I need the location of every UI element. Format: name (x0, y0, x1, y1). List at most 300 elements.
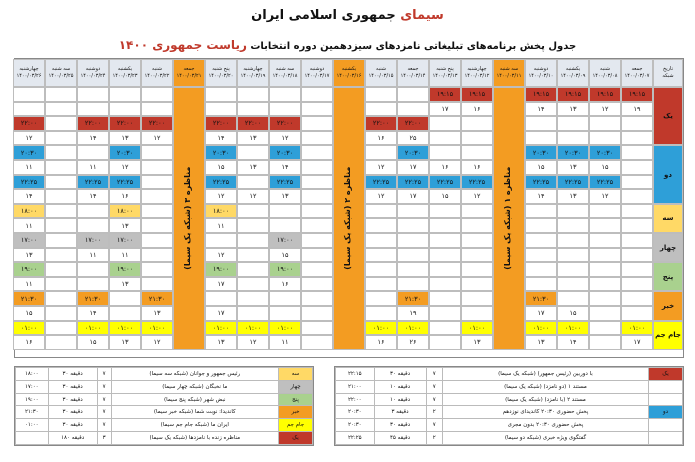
day-name: دوشنبه (533, 66, 549, 72)
episode-cell (45, 102, 77, 117)
time-cell (301, 145, 333, 160)
legend-row (16, 406, 313, 419)
time-cell: ۲۲:۲۵ (429, 175, 461, 190)
day-header (429, 59, 461, 87)
episode-cell: ۱۶ (269, 277, 301, 292)
episode-cell (589, 218, 621, 233)
legend-time: ۱۹:۰۰ (16, 393, 49, 406)
legend-count: ۲ (426, 432, 442, 445)
time-cell (237, 204, 269, 219)
episode-cell: ۱۲ (365, 160, 397, 175)
day-date: ۱۴۰۰/۰۳/۱۲ (464, 73, 490, 79)
episode-cell (45, 248, 77, 263)
day-name: چهارشنبه (243, 66, 263, 72)
time-cell (461, 145, 493, 160)
time-cell: ۱۸:۰۰ (109, 204, 141, 219)
legend-dur: ۱۰ دقیقه (374, 380, 426, 393)
episode-cell (461, 131, 493, 146)
episode-cell: ۱۳ (13, 248, 45, 263)
time-cell: ۱۷:۰۰ (109, 233, 141, 248)
episode-cell (397, 218, 429, 233)
time-cell (557, 233, 589, 248)
legend-time: ۲۰:۳۰ (336, 419, 375, 432)
time-cell: ۱۹:۱۵ (621, 87, 653, 102)
episode-cell (365, 218, 397, 233)
time-cell (269, 291, 301, 306)
legend-dur: ۱۰ دقیقه (374, 393, 426, 406)
episode-cell: ۱۷ (621, 335, 653, 350)
time-cell: ۲۱:۳۰ (525, 291, 557, 306)
episode-cell (589, 306, 621, 321)
day-date: ۱۴۰۰/۰۳/۱۹ (240, 73, 266, 79)
legend-time: ۱۸:۰۰ (16, 368, 49, 381)
episode-cell: ۱۴ (269, 160, 301, 175)
time-cell (589, 262, 621, 277)
episode-cell: ۱۱ (13, 218, 45, 233)
time-cell: ۰۱:۰۰ (397, 321, 429, 336)
day-date: ۱۴۰۰/۰۳/۱۸ (272, 73, 298, 79)
legend-row (16, 419, 313, 432)
legend-dur: ۴۵ دقیقه (374, 432, 426, 445)
day-name: یکشنبه (565, 66, 581, 72)
episode-cell: ۱۲ (269, 131, 301, 146)
day-date: ۱۴۰۰/۰۳/۱۳ (432, 73, 458, 79)
time-cell (237, 87, 269, 102)
day-header (237, 59, 269, 87)
episode-cell (589, 335, 621, 350)
time-cell: ۱۹:۱۵ (525, 87, 557, 102)
episode-cell (461, 277, 493, 292)
legend-row (16, 393, 313, 406)
episode-cell (429, 248, 461, 263)
episode-cell: ۱۲ (589, 189, 621, 204)
legend-row (336, 368, 683, 381)
legend-count: ۷ (426, 368, 442, 381)
episode-cell: ۱۳ (109, 277, 141, 292)
episode-cell: ۱۷ (397, 189, 429, 204)
time-cell: ۱۷:۰۰ (77, 233, 109, 248)
time-cell (205, 87, 237, 102)
legend-time: ۲۲:۱۵ (336, 368, 375, 381)
episode-cell: ۱۴ (77, 306, 109, 321)
legend-row (16, 368, 313, 381)
time-cell (77, 145, 109, 160)
episode-cell (301, 102, 333, 117)
time-cell: ۲۲:۰۰ (269, 116, 301, 131)
episode-cell (461, 218, 493, 233)
day-date: ۱۴۰۰/۰۳/۱۶ (336, 73, 362, 79)
time-cell (397, 87, 429, 102)
time-cell (45, 291, 77, 306)
day-header (77, 59, 109, 87)
time-cell: ۱۷:۰۰ (269, 233, 301, 248)
time-cell: ۲۱:۳۰ (13, 291, 45, 306)
legend-count: ۷ (97, 368, 111, 381)
time-cell: ۲۲:۰۰ (77, 116, 109, 131)
episode-cell: ۱۶ (13, 335, 45, 350)
legend-count: ۷ (426, 419, 442, 432)
episode-cell (589, 248, 621, 263)
episode-cell: ۱۵ (205, 160, 237, 175)
time-cell (237, 291, 269, 306)
time-cell: ۱۸:۰۰ (205, 204, 237, 219)
title-text: جمهوری اسلامی ایران (251, 8, 396, 23)
network-label: دو (653, 145, 683, 203)
episode-cell: ۲۶ (397, 335, 429, 350)
time-cell (365, 204, 397, 219)
time-cell (237, 262, 269, 277)
day-date: ۱۴۰۰/۰۳/۱۰ (528, 73, 554, 79)
episode-cell: ۱۵ (429, 189, 461, 204)
episode-cell: ۱۶ (109, 189, 141, 204)
time-cell: ۱۹:۱۵ (461, 87, 493, 102)
time-cell: ۰۱:۰۰ (525, 321, 557, 336)
time-cell (141, 204, 173, 219)
time-cell (461, 116, 493, 131)
time-cell (429, 116, 461, 131)
episode-cell: ۱۷ (205, 277, 237, 292)
episode-cell: ۱۶ (365, 335, 397, 350)
time-cell: ۱۹:۱۵ (557, 87, 589, 102)
day-name: سه شنبه (51, 66, 71, 72)
time-cell: ۲۲:۲۵ (397, 175, 429, 190)
episode-cell: ۱۲ (237, 189, 269, 204)
episode-cell: ۱۲ (461, 189, 493, 204)
time-cell (141, 87, 173, 102)
time-cell (301, 87, 333, 102)
legend-net: خبر (279, 406, 313, 419)
time-cell (269, 87, 301, 102)
time-cell: ۰۱:۰۰ (141, 321, 173, 336)
episode-cell (461, 248, 493, 263)
time-cell: ۲۲:۰۰ (237, 116, 269, 131)
episode-cell (141, 102, 173, 117)
time-cell (45, 204, 77, 219)
episode-cell: ۱۶ (429, 160, 461, 175)
day-name: جمعه (183, 66, 195, 72)
legend-count: ۷ (426, 380, 442, 393)
episode-cell (269, 102, 301, 117)
debate-label: مناظره ۱ (شبکه یک سیما) (503, 166, 512, 270)
episode-cell: ۱۳ (237, 160, 269, 175)
day-header (397, 59, 429, 87)
episode-cell (141, 248, 173, 263)
day-name: چهارشنبه (19, 66, 39, 72)
time-cell: ۲۰:۳۰ (109, 145, 141, 160)
time-cell (621, 291, 653, 306)
legend-program: گفتگوی ویژه خبری (شبکه دو سیما) (442, 432, 648, 445)
episode-cell (237, 218, 269, 233)
episode-cell: ۱۱ (13, 277, 45, 292)
time-cell (77, 204, 109, 219)
episode-cell (621, 160, 653, 175)
episode-cell: ۱۲ (109, 160, 141, 175)
episode-cell (77, 102, 109, 117)
time-cell: ۲۲:۲۵ (77, 175, 109, 190)
time-cell (589, 321, 621, 336)
episode-cell (141, 160, 173, 175)
time-cell: ۲۲:۲۵ (205, 175, 237, 190)
day-header (365, 59, 397, 87)
time-cell (621, 233, 653, 248)
network-label: خبر (653, 291, 683, 320)
episode-cell: ۱۶ (461, 102, 493, 117)
network-label: سه (653, 204, 683, 233)
episode-cell: ۱۳ (525, 335, 557, 350)
episode-cell: ۱۴ (13, 189, 45, 204)
episode-cell (77, 277, 109, 292)
time-cell (365, 145, 397, 160)
episode-cell: ۱۵ (525, 160, 557, 175)
legend-program: با دوربین (رئیس جمهور) (شبکه یک سیما) (442, 368, 648, 381)
page-title (0, 8, 695, 23)
time-cell (301, 233, 333, 248)
legend-net: سه (279, 368, 313, 381)
time-cell: ۲۲:۰۰ (141, 116, 173, 131)
episode-cell: ۱۴ (525, 102, 557, 117)
time-cell (205, 291, 237, 306)
episode-cell: ۱۱ (13, 160, 45, 175)
episode-cell: ۱۳ (557, 102, 589, 117)
time-cell: ۲۰:۳۰ (205, 145, 237, 160)
day-name: پنج شنبه (212, 66, 230, 72)
day-header (205, 59, 237, 87)
time-cell: ۰۱:۰۰ (621, 321, 653, 336)
day-date: ۱۴۰۰/۰۳/۱۱ (496, 73, 522, 79)
legend-dur: ۳۰ دقیقه (48, 380, 97, 393)
episode-cell: ۱۳ (237, 131, 269, 146)
debate-label: مناظره ۲ (شبکه یک سیما) (343, 166, 352, 270)
legend-row (16, 432, 313, 445)
episode-cell: ۱۲ (13, 131, 45, 146)
episode-cell (237, 248, 269, 263)
time-cell: ۰۱:۰۰ (109, 321, 141, 336)
legend-time: ۲۲:۰۰ (336, 393, 375, 406)
time-cell: ۰۱:۰۰ (13, 321, 45, 336)
time-cell (589, 204, 621, 219)
episode-cell: ۱۳ (269, 189, 301, 204)
time-cell (365, 233, 397, 248)
time-cell (237, 175, 269, 190)
episode-cell: ۱۲ (365, 189, 397, 204)
legend-net (649, 419, 683, 432)
episode-cell (301, 277, 333, 292)
episode-cell: ۱۹ (621, 102, 653, 117)
episode-cell (45, 189, 77, 204)
time-cell (397, 233, 429, 248)
time-cell (525, 204, 557, 219)
time-cell: ۱۷:۰۰ (13, 233, 45, 248)
episode-cell (45, 218, 77, 233)
time-cell: ۱۸:۰۰ (13, 204, 45, 219)
episode-cell (237, 306, 269, 321)
episode-cell: ۱۴ (77, 189, 109, 204)
day-header (13, 59, 45, 87)
day-name: جمعه (631, 66, 643, 72)
time-cell (525, 116, 557, 131)
day-date: ۱۴۰۰/۰۳/۱۷ (304, 73, 330, 79)
time-cell (429, 262, 461, 277)
episode-cell: ۱۲ (141, 335, 173, 350)
episode-cell (365, 102, 397, 117)
legend-row (336, 380, 683, 393)
day-name: چهارشنبه (467, 66, 487, 72)
episode-cell (109, 306, 141, 321)
episode-cell (365, 277, 397, 292)
legend-count: ۲ (426, 406, 442, 419)
day-name: یکشنبه (117, 66, 133, 72)
time-cell (557, 262, 589, 277)
time-cell (429, 233, 461, 248)
time-cell (77, 262, 109, 277)
time-cell: ۱۹:۱۵ (589, 87, 621, 102)
legend-row (336, 406, 683, 419)
episode-cell (301, 189, 333, 204)
time-cell: ۲۲:۰۰ (109, 116, 141, 131)
time-cell (141, 233, 173, 248)
time-cell (525, 262, 557, 277)
legend-net: جام جم (279, 419, 313, 432)
legend-table-left (14, 366, 314, 446)
time-cell: ۲۲:۰۰ (397, 116, 429, 131)
legend-dur: ۳۰ دقیقه (48, 406, 97, 419)
legend-program: مستند ۲ (با نامزد) (شبکه یک سیما) (442, 393, 648, 406)
time-cell: ۲۲:۲۵ (13, 175, 45, 190)
episode-cell: ۱۳ (557, 160, 589, 175)
episode-cell (237, 102, 269, 117)
episode-cell (557, 277, 589, 292)
time-cell: ۲۰:۳۰ (269, 145, 301, 160)
time-cell: ۲۱:۳۰ (397, 291, 429, 306)
time-cell (45, 116, 77, 131)
episode-cell (621, 248, 653, 263)
legend-count: ۷ (97, 406, 111, 419)
time-cell (621, 204, 653, 219)
legend-program: پخش حضوری ۲۰:۳۰ بدون مجری (442, 419, 648, 432)
time-cell (77, 87, 109, 102)
episode-cell: ۱۵ (557, 306, 589, 321)
episode-cell: ۲۵ (397, 131, 429, 146)
episode-cell (301, 160, 333, 175)
episode-cell: ۱۳ (141, 306, 173, 321)
time-cell (237, 145, 269, 160)
episode-cell (429, 306, 461, 321)
episode-cell: ۱۷ (205, 306, 237, 321)
network-label: جام جم (653, 321, 683, 350)
time-cell: ۲۲:۲۵ (365, 175, 397, 190)
legend-row (336, 393, 683, 406)
day-header (493, 59, 525, 87)
episode-cell: ۱۶ (365, 131, 397, 146)
day-date: ۱۴۰۰/۰۳/۱۴ (400, 73, 426, 79)
episode-cell (525, 218, 557, 233)
day-date: ۱۴۰۰/۰۳/۰۹ (560, 73, 586, 79)
legend-dur: ۳ دقیقه (374, 406, 426, 419)
episode-cell: ۱۱ (269, 335, 301, 350)
day-date: ۱۴۰۰/۰۳/۲۴ (80, 73, 106, 79)
episode-cell: ۱۱ (205, 218, 237, 233)
day-header (269, 59, 301, 87)
episode-cell (301, 131, 333, 146)
time-cell: ۲۰:۳۰ (13, 145, 45, 160)
episode-cell (141, 218, 173, 233)
legend-count: ۷ (97, 419, 111, 432)
episode-cell (525, 248, 557, 263)
day-header (109, 59, 141, 87)
episode-cell (429, 277, 461, 292)
time-cell (429, 204, 461, 219)
episode-cell: ۱۴ (77, 131, 109, 146)
legend-table-right (334, 366, 684, 446)
time-cell (461, 262, 493, 277)
time-cell (45, 262, 77, 277)
episode-cell (237, 277, 269, 292)
network-label: پنج (653, 262, 683, 291)
episode-cell: ۱۲ (205, 248, 237, 263)
legend-time: ۲۱:۰۰ (336, 380, 375, 393)
legend-net: دو (649, 406, 683, 419)
legend-dur: ۱۸۰ دقیقه (48, 432, 97, 445)
time-cell: ۲۲:۲۵ (269, 175, 301, 190)
episode-cell (525, 131, 557, 146)
time-cell (397, 204, 429, 219)
legend-net (649, 380, 683, 393)
legend-dur: ۳۰ دقیقه (374, 419, 426, 432)
episode-cell (301, 306, 333, 321)
corner-header (653, 59, 683, 87)
time-cell: ۲۲:۰۰ (205, 116, 237, 131)
legend-net: یک (649, 368, 683, 381)
day-header (301, 59, 333, 87)
episode-cell: ۱۴ (525, 189, 557, 204)
episode-cell: ۱۳ (461, 335, 493, 350)
time-cell (557, 204, 589, 219)
subtitle-highlight: ریاست جمهوری ۱۴۰۰ (118, 38, 247, 52)
time-cell (397, 262, 429, 277)
time-cell: ۲۲:۲۵ (109, 175, 141, 190)
time-cell: ۲۲:۲۵ (525, 175, 557, 190)
episode-cell (45, 160, 77, 175)
time-cell (45, 145, 77, 160)
time-cell (301, 321, 333, 336)
time-cell (365, 291, 397, 306)
episode-cell: ۱۵ (589, 160, 621, 175)
time-cell (589, 116, 621, 131)
day-name: یکشنبه (341, 66, 357, 72)
day-header (173, 59, 205, 87)
episode-cell (13, 102, 45, 117)
time-cell: ۱۹:۱۵ (429, 87, 461, 102)
episode-cell (557, 248, 589, 263)
legend-count: ۷ (97, 380, 111, 393)
time-cell (429, 145, 461, 160)
time-cell: ۰۱:۰۰ (77, 321, 109, 336)
time-cell (301, 262, 333, 277)
time-cell (109, 87, 141, 102)
legend-time: ۱۷:۰۰ (16, 380, 49, 393)
episode-cell: ۱۵ (13, 306, 45, 321)
episode-cell (461, 306, 493, 321)
legend-net: پنج (279, 393, 313, 406)
time-cell (13, 87, 45, 102)
time-cell: ۰۱:۰۰ (461, 321, 493, 336)
legend-program: ایران ما (شبکه جام جم سیما) (111, 419, 278, 432)
episode-cell (429, 131, 461, 146)
day-name: سه شنبه (275, 66, 295, 72)
episode-cell (77, 218, 109, 233)
episode-cell (589, 131, 621, 146)
day-name: جمعه (407, 66, 419, 72)
